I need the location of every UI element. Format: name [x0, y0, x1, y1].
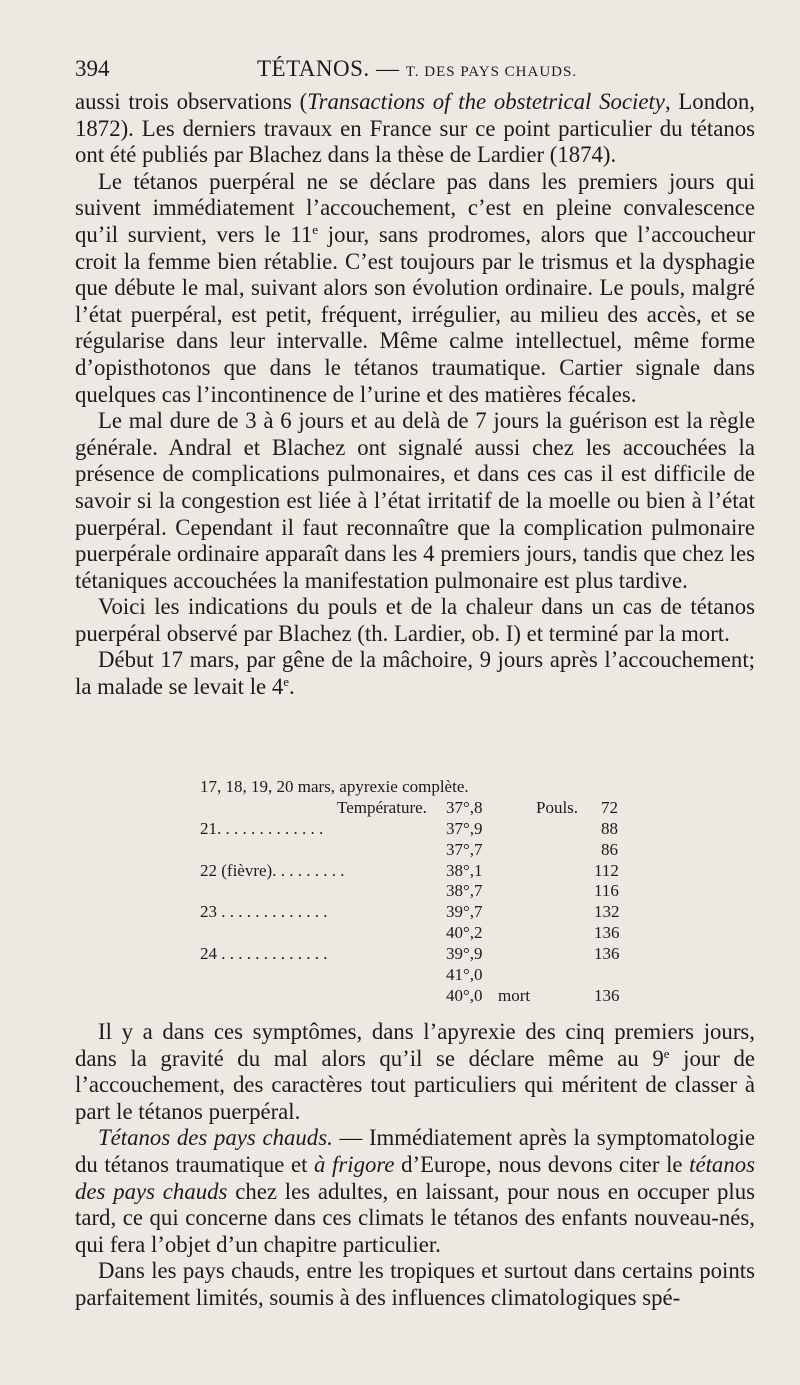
pouls-cell: 112 — [594, 860, 619, 880]
temperature-label: Température. — [337, 797, 427, 817]
running-head-title: TÉTANOS. — [257, 56, 370, 81]
pouls-cell: 136 — [594, 985, 620, 1005]
paragraph-continued — [75, 89, 755, 169]
temperature-table — [200, 777, 630, 1007]
temperature-cell: 40°,2 — [446, 923, 483, 943]
italic-term: tétanos des pays chauds — [75, 1151, 755, 1204]
table-row — [200, 819, 630, 840]
italic-term: à frigore — [314, 1151, 395, 1177]
pouls-cell: 116 — [594, 881, 619, 901]
pouls-cell: 88 — [601, 818, 618, 838]
paragraph — [75, 1258, 755, 1311]
temperature-cell: 37°,9 — [446, 818, 483, 838]
text-run: — Immédiatement après la symptomatologie du tétanos traumatique et — [75, 1125, 755, 1177]
table-row — [200, 798, 630, 819]
note-cell: mort — [498, 985, 531, 1005]
text-run: chez les adultes, en laissant, pour nous en occuper plus tard, ce qui concerne dans ces climats le tétanos des enfants nouveau-nés, qui fera l’objet d’un chapitre particulier. — [75, 1178, 755, 1257]
pouls-cell: 136 — [594, 944, 620, 964]
date-cell: 22 (fièvre). . . . . . . . . — [200, 860, 345, 880]
superscript: e — [283, 674, 290, 690]
text-run: . — [289, 674, 295, 700]
paragraph — [75, 594, 755, 647]
table-row — [200, 986, 630, 1007]
paragraph — [75, 408, 755, 594]
date-cell: 21. . . . . . . . . . . . . — [200, 818, 324, 838]
text-run: Le tétanos puerpéral ne se déclare pas dans les premiers jours qui suivent immédiatement l’accouchement, c’est en pleine convalescence qu’il survient, vers le 11 — [75, 168, 755, 247]
date-cell: 24 . . . . . . . . . . . . . — [200, 944, 328, 964]
text-run: Dans les pays chauds, entre les tropiques et surtout dans certains points parfaitement limités, soumis à des influences climatologiques spé- — [75, 1258, 755, 1310]
body-text-bottom — [75, 1019, 755, 1312]
pouls-cell: 86 — [601, 839, 618, 859]
pouls-cell: 72 — [601, 797, 618, 817]
text-run: Voici les indications du pouls et de la chaleur dans un cas de tétanos puerpéral observé par Blachez (th. Lardier, ob. I) et terminé par la mort. — [75, 594, 755, 646]
page-header — [75, 56, 755, 90]
text-run: Début 17 mars, par gêne de la mâchoire, 9 jours après l’accouchement; la malade se levait le 4 — [75, 647, 755, 700]
text-run: jour, sans prodromes, alors que l’accoucheur croit la femme bien rétablie. C’est toujours par le trismus et la dysphagie que débute le mal, suivant alors son évolution ordinaire. Le pouls, malgré l’état puerpéral, est petit, fréquent, irrégulier, au milieu des accès, et se régularise dans leur intervalle. Même calme intellectuel, même forme d’opisthotonos que dans le tétanos traumatique. Cartier signale dans quelques cas l’incontinence de l’urine et des matières fécales. — [75, 221, 755, 407]
text-run: aussi trois observations ( — [75, 89, 308, 114]
text-run: d’Europe, nous devons citer le — [394, 1151, 690, 1177]
table-intro-row — [200, 777, 630, 798]
temperature-cell: 39°,7 — [446, 902, 483, 922]
temperature-cell: 37°,8 — [446, 797, 483, 817]
table-row — [200, 965, 630, 986]
superscript: e — [312, 221, 319, 237]
date-cell: 23 . . . . . . . . . . . . . — [200, 902, 328, 922]
running-head-dash: — — [375, 56, 400, 81]
pouls-label: Pouls. — [536, 797, 579, 817]
italic-title: Transactions of the obstetrical Society — [307, 89, 665, 114]
paragraph — [75, 647, 755, 700]
body-text-top — [75, 89, 755, 701]
temperature-cell: 37°,7 — [446, 839, 483, 859]
table-intro: 17, 18, 19, 20 mars, apyrexie complète. — [200, 777, 469, 796]
paragraph — [75, 169, 755, 408]
table-row — [200, 881, 630, 902]
text-run: , London, 1872). Les derniers travaux en France sur ce point particulier du tétanos ont été publiés par Blachez dans la thèse de Lardier (1874). — [75, 89, 756, 168]
page-number: 394 — [75, 56, 110, 81]
temperature-cell: 38°,7 — [446, 881, 483, 901]
table-row — [200, 861, 630, 882]
table-row — [200, 944, 630, 965]
text-run: jour de l’accouchement, des caractères tout particuliers qui méritent de classer à part le tétanos puerpéral. — [75, 1045, 755, 1124]
paragraph — [75, 1125, 755, 1258]
pouls-cell: 132 — [594, 902, 620, 922]
temperature-cell: 40°,0 — [446, 985, 483, 1005]
running-head-section: T. DES PAYS CHAUDS. — [405, 64, 578, 80]
paragraph — [75, 1019, 755, 1125]
section-heading: Tétanos des pays chauds. — [98, 1125, 333, 1151]
temperature-cell: 38°,1 — [446, 860, 483, 880]
table-row — [200, 902, 630, 923]
superscript: e — [663, 1045, 670, 1061]
table-row — [200, 840, 630, 861]
temperature-cell: 41°,0 — [446, 965, 483, 985]
running-head — [257, 56, 577, 82]
table-row — [200, 923, 630, 944]
text-run: Le mal dure de 3 à 6 jours et au delà de 7 jours la guérison est la règle générale. Andral et Blachez ont signalé aussi chez les accouchées la présence de complications pulmonaires, et dans ces cas il est difficile de savoir si la congestion est liée à l’état irritatif de la moelle ou bien à l’état puerpéral. Cependant il faut reconnaître que la complication pulmonaire puerpérale ordinaire apparaît dans les 4 premiers jours, tandis que chez les tétaniques accouchées la manifestation pulmonaire est plus tardive. — [75, 408, 755, 593]
text-run: Il y a dans ces symptômes, dans l’apyrexie des cinq premiers jours, dans la gravité du mal alors qu’il se déclare même au 9 — [75, 1019, 755, 1071]
temperature-cell: 39°,9 — [446, 944, 483, 964]
pouls-cell: 136 — [594, 923, 620, 943]
